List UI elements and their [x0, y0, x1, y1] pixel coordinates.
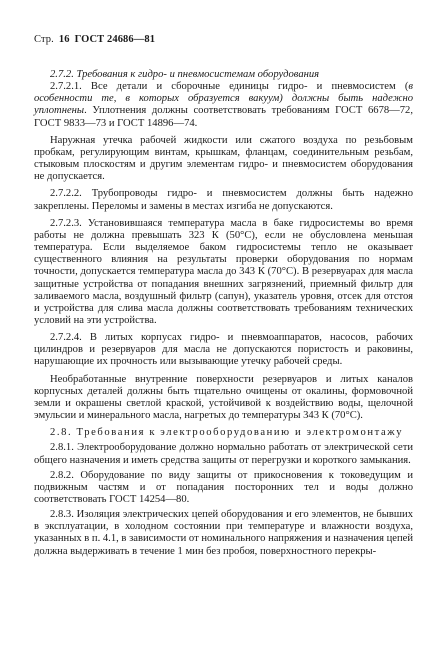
paragraph-2-8-2: 2.8.2. Оборудование по виду защиты от прикосновения к токоведущим и подвижным частям и от попадания посторонних тел и воды должно соответствовать ГОСТ 14254—80.: [34, 469, 413, 505]
page-header: [34, 34, 413, 45]
paragraph-external-leakage: Наружная утечка рабочей жидкости или сжатого воздуха по резьбовым пробкам, регулирующим винтам, крышкам, фланцам, соединительным резьбам, стыковым плоскостям и другим элементам гидро- и пневмосистем оборудования не допускается.: [34, 134, 413, 183]
paragraph-2-8-1: 2.8.1. Электрооборудование должно нормально работать от электрической сети общего назначения и иметь средства защиты от перегрузки и короткого замыкания.: [34, 442, 413, 466]
paragraph-2-7-2-1-start: 2.7.2.1. Все детали и сборочные единицы гидро- и пневмосистем (: [50, 81, 409, 93]
paragraph-2-7-2-3: 2.7.2.3. Установившаяся температура масла в баке гидросистемы во время работы не должна превышать 323 К (50°С), если не обусловлена меньшая температура. Если выделяемое баком гидросистемы тепло не оказывает существенного влияния на результаты проверки оборудования по нормам точности, допускается температура масла до 343 К (70°С). В резервуарах для масла защитные устройства от попадания внешних загрязнений, приемный фильтр для заливаемого масла, воздушный фильтр (сапун), указатель уровня, отсек для отстоя и устройства для слива масла должны соответствовать требованиям технических условий на эти устройства.: [34, 217, 413, 326]
paragraph-2-7-2-1: [34, 81, 413, 130]
standard-designation: ГОСТ 24686—81: [74, 34, 156, 45]
paragraph-2-7-2-1-end: . Уплотнения должны соответствовать требованиям ГОСТ 6678—72, ГОСТ 9833—73 и ГОСТ 14896—74.: [34, 105, 413, 129]
paragraph-2-7-2-1-italic: в особенности те, в которых образуется вакуум) должны быть надежно уплотнены: [34, 81, 413, 117]
subsection-heading-2-7-2: 2.7.2. Требования к гидро- и пневмосистемам оборудования: [50, 69, 320, 80]
paragraph-2-7-2-2: 2.7.2.2. Трубопроводы гидро- и пневмосистем должны быть надежно закреплены. Переломы и замены в местах изгиба не допускаются.: [34, 188, 413, 212]
page-number: 16: [58, 34, 70, 45]
paragraph-internal-surfaces: Необработанные внутренние поверхности резервуаров и литых каналов корпусных деталей должны быть тщательно очищены от окалины, формовочной земли и окрашены светлой краской, устойчивой к воздействию воды, щелочной эмульсии и минерального масла, нагретых до температуры 343 К (70°С).: [34, 373, 413, 422]
paragraph-2-8-3: 2.8.3. Изоляция электрических цепей оборудования и его элементов, не бывших в эксплуатации, в холодном состоянии при температуре и влажности воздуха, указанных в п. 4.1, в зависимости от номинального напряжения и назначения цепей должна выдерживать в течение 1 мин без пробоя, поверхностного перекры-: [34, 509, 414, 557]
page-label: Стр.: [34, 34, 54, 45]
paragraph-2-7-2-4: 2.7.2.4. В литых корпусах гидро- и пневмоаппаратов, насосов, рабочих цилиндров и резервуаров для масла не допускаются пористость и раковины, нарушающие их прочность или вызывающие утечку рабочей среды.: [34, 332, 413, 368]
section-heading-2-8: 2.8. Требования к электрооборудованию и электромонтажу: [50, 427, 404, 439]
document-body: [34, 69, 413, 558]
